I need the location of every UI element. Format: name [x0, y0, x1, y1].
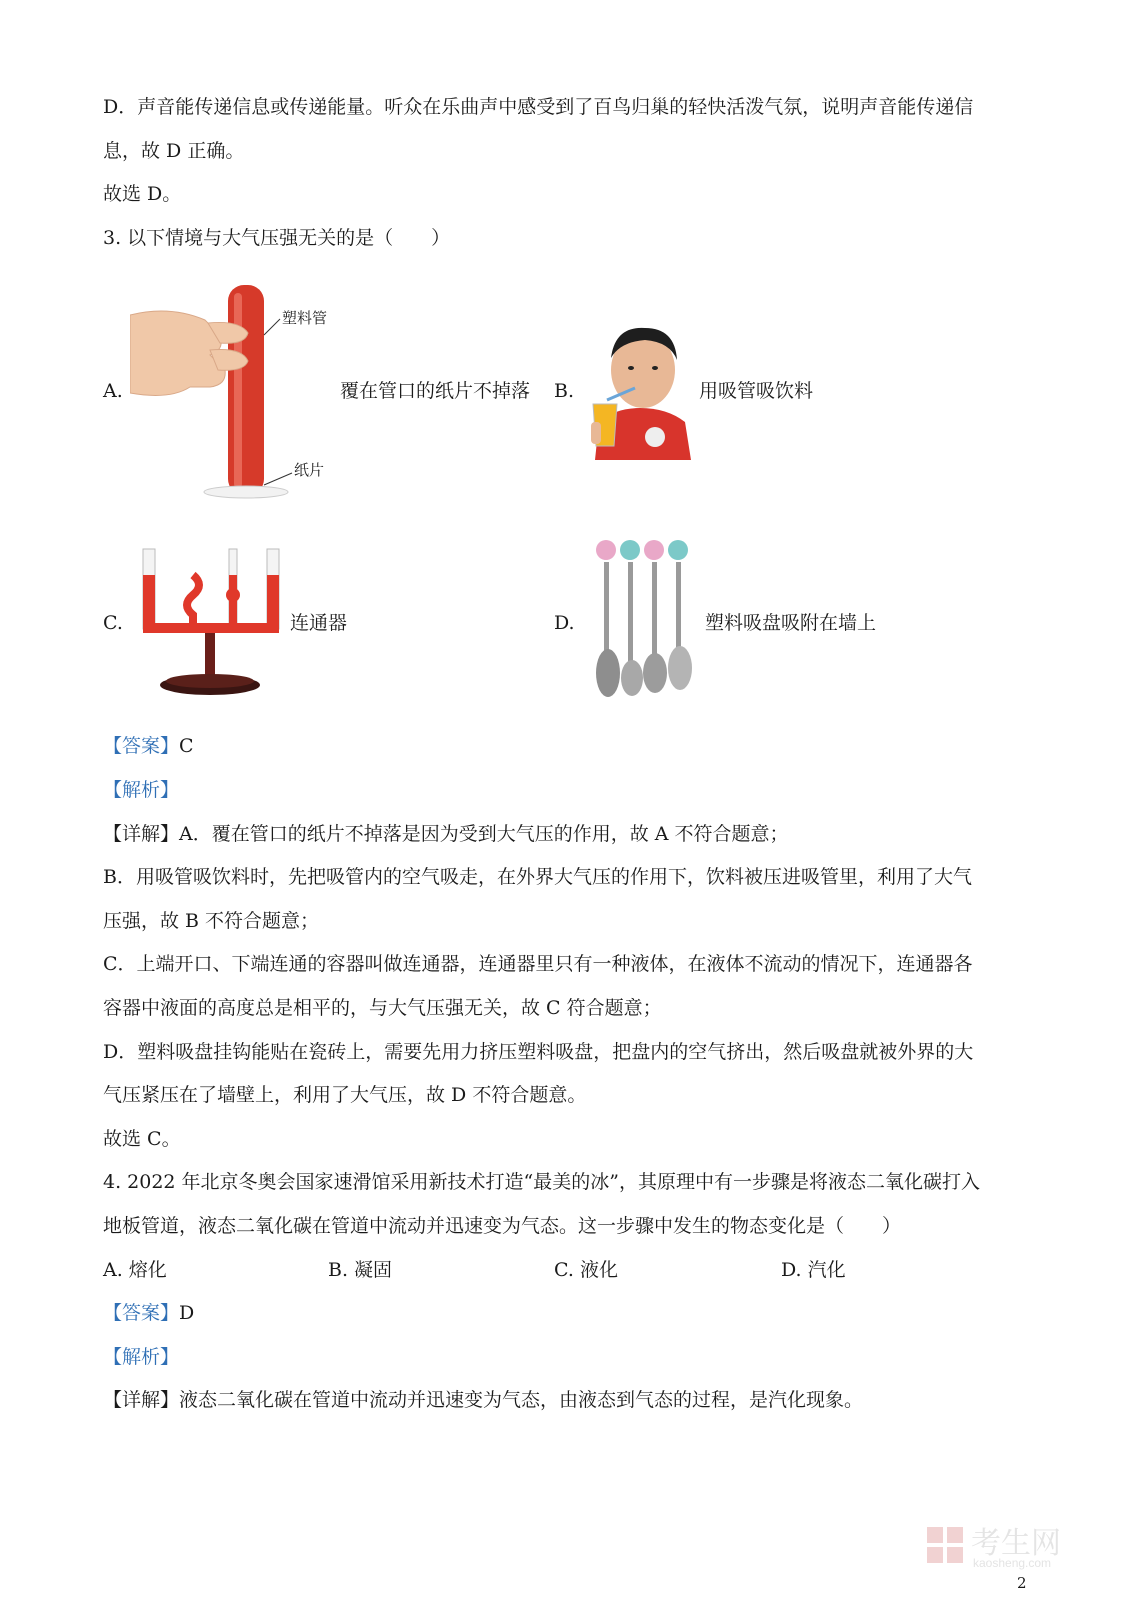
q3-option-b-letter: B.: [554, 380, 575, 402]
q4-option-a: A. 熔化: [103, 1259, 167, 1281]
q2-conclusion: 故选 D。: [103, 183, 182, 205]
detail-tag: 【详解】: [103, 823, 180, 845]
q3-detail-b-line2: 压强，故 B 不符合题意；: [103, 910, 320, 932]
q4-analysis-tag: 【解析】: [103, 1346, 180, 1368]
q3-option-a-letter: A.: [103, 380, 123, 402]
watermark-brand: 考生网: [971, 1527, 1061, 1560]
q3-conclusion: 故选 C。: [103, 1128, 181, 1150]
q3-stem: 3. 以下情境与大气压强无关的是（ ）: [103, 227, 451, 249]
q3-option-c-caption: 连通器: [290, 612, 348, 634]
q3-option-b-caption: 用吸管吸饮料: [699, 380, 814, 402]
detail-text: A．覆在管口的纸片不掉落是因为受到大气压的作用，故 A 不符合题意；: [179, 823, 789, 845]
q4-stem-line1: 4. 2022 年北京冬奥会国家速滑馆采用新技术打造“最美的冰”，其原理中有一步骤是将液态二氧化碳打入: [103, 1171, 980, 1193]
communicating-vessels-figure: [135, 545, 285, 700]
q3-detail-c-line1: C．上端开口、下端连通的容器叫做连通器，连通器里只有一种液体，在液体不流动的情况下，连通器各: [103, 953, 973, 975]
q3-option-d-letter: D.: [554, 612, 575, 634]
answer-tag: 【答案】: [103, 735, 180, 757]
plastic-tube-label: 塑料管: [282, 309, 328, 327]
paper-card-experiment-figure: [130, 275, 345, 505]
q4-option-c: C. 液化: [554, 1259, 618, 1281]
q3-detail-b-line1: B．用吸管吸饮料时，先把吸管内的空气吸走，在外界大气压的作用下，饮料被压进吸管里，利用了大气: [103, 866, 972, 888]
q2-option-d-line2: 息，故 D 正确。: [103, 140, 245, 162]
q3-option-d-caption: 塑料吸盘吸附在墙上: [705, 612, 877, 634]
boy-drinking-straw-figure: [585, 322, 695, 460]
q3-detail-c-line2: 容器中液面的高度总是相平的，与大气压强无关，故 C 符合题意；: [103, 997, 662, 1019]
q3-detail-a: [103, 822, 789, 846]
answer-tag: 【答案】: [103, 1302, 180, 1324]
q4-option-b: B. 凝固: [328, 1259, 393, 1281]
watermark-logo: [925, 1523, 1085, 1571]
page-number: 2: [1017, 1574, 1027, 1592]
q3-option-a-caption: 覆在管口的纸片不掉落: [340, 380, 531, 402]
q4-stem-line2: 地板管道，液态二氧化碳在管道中流动并迅速变为气态。这一步骤中发生的物态变化是（ ）: [103, 1215, 902, 1237]
answer-value: D: [179, 1302, 195, 1324]
watermark-url: kaosheng.com: [973, 1556, 1052, 1570]
q3-detail-d-line1: D．塑料吸盘挂钩能贴在瓷砖上，需要先用力挤压塑料吸盘，把盘内的空气挤出，然后吸盘就被外界的大: [103, 1041, 974, 1063]
q3-detail-d-line2: 气压紧压在了墙壁上，利用了大气压，故 D 不符合题意。: [103, 1084, 587, 1106]
q3-analysis-tag: 【解析】: [103, 779, 180, 801]
q2-option-d-line1: D．声音能传递信息或传递能量。听众在乐曲声中感受到了百鸟归巢的轻快活泼气氛，说明声音能传递信: [103, 96, 974, 118]
detail-text: 液态二氧化碳在管道中流动并迅速变为气态，由液态到气态的过程，是汽化现象。: [179, 1389, 864, 1411]
watermark: [925, 1523, 1085, 1576]
suction-cup-hooks-figure: [592, 538, 697, 703]
q4-detail: [103, 1388, 863, 1412]
q4-option-d: D. 汽化: [781, 1259, 846, 1281]
q3-answer: [103, 734, 194, 758]
q3-option-c-letter: C.: [103, 612, 123, 634]
answer-value: C: [179, 735, 194, 757]
q4-answer: [103, 1301, 194, 1325]
paper-card-label: 纸片: [294, 461, 325, 479]
detail-tag: 【详解】: [103, 1389, 180, 1411]
